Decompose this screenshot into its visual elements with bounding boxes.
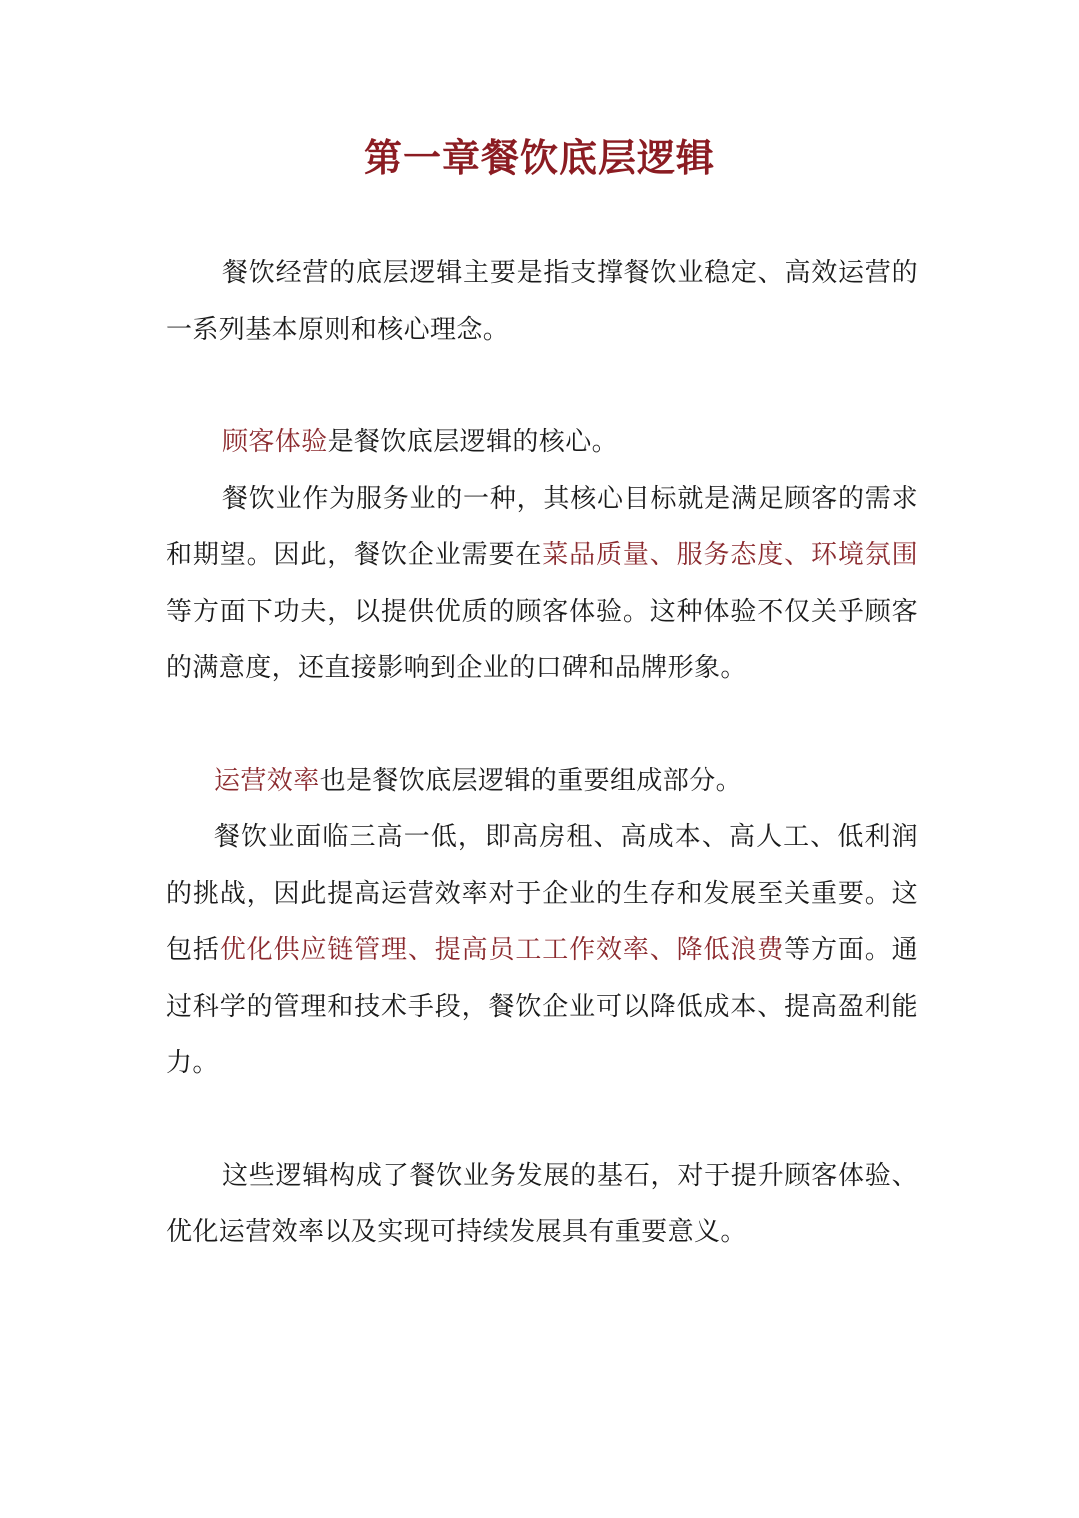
customer-experience-text-b: 等方面下功夫，以提供优质的顾客体验。这种体验不仅关乎顾客的满意度，还直接影响到企业的口碑和品牌形象。 — [166, 596, 918, 683]
spacer — [166, 358, 918, 414]
customer-experience-text-a: 餐饮业作为服务业的一种，其核心目标就是满足顾客的需求和期望。因此，餐饮企业需要在 — [166, 483, 918, 570]
operational-efficiency-text-a: 餐饮业面临三高一低，即高房租、高成本、高人工、低利润的挑战，因此提高运营效率对于企业的生存和发展至关重要。这包括 — [166, 822, 918, 965]
operational-efficiency-text-b: 等方面。通过科学的管理和技术手段，餐饮企业可以降低成本、提高盈利能力。 — [166, 935, 918, 1078]
document-body — [166, 245, 918, 1261]
operational-efficiency-heading — [166, 753, 918, 810]
customer-experience-highlight: 顾客体验 — [222, 427, 328, 457]
operational-efficiency-paragraph — [166, 809, 918, 1092]
customer-experience-heading — [166, 414, 918, 471]
spacer — [166, 697, 918, 753]
customer-experience-heading-text: 是餐饮底层逻辑的核心。 — [327, 427, 619, 457]
intro-paragraph: 餐饮经营的底层逻辑主要是指支撑餐饮业稳定、高效运营的一系列基本原则和核心理念。 — [166, 258, 918, 345]
conclusion-paragraph: 这些逻辑构成了餐饮业务发展的基石，对于提升顾客体验、优化运营效率以及实现可持续发展具有重要意义。 — [166, 1160, 918, 1247]
operational-efficiency-heading-text: 也是餐饮底层逻辑的重要组成部分。 — [319, 765, 743, 796]
operational-efficiency-highlight: 运营效率 — [214, 765, 320, 796]
spacer — [166, 1092, 918, 1148]
chapter-title: 第一章餐饮底层逻辑 — [363, 135, 715, 180]
operational-efficiency-focus-highlight: 优化供应链管理、提高员工工作效率、降低浪费 — [219, 935, 785, 965]
customer-experience-focus-highlight: 菜品质量、服务态度、环境氛围 — [542, 540, 918, 570]
customer-experience-paragraph — [166, 471, 918, 697]
